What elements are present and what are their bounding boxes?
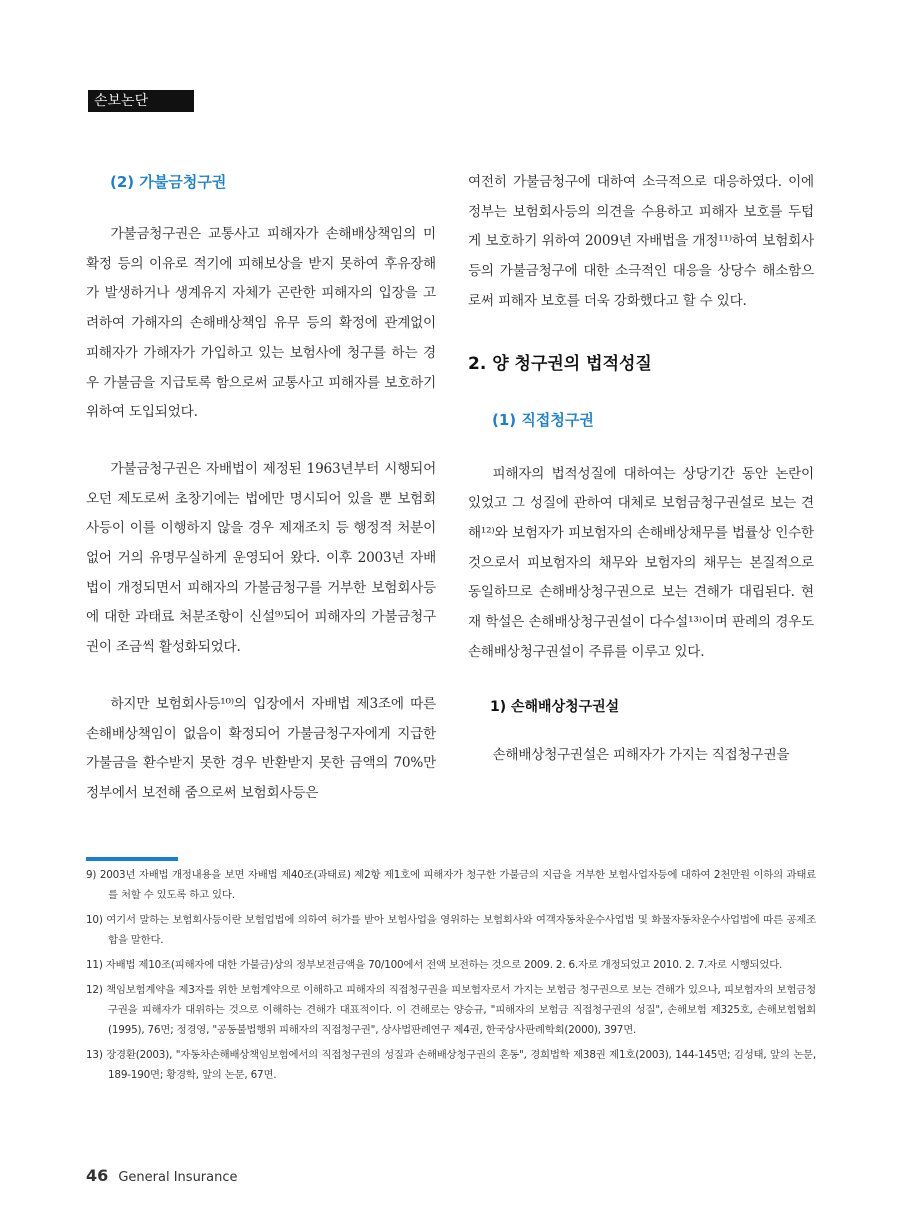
footnote: 10) 여기서 말하는 보험회사등이란 보험업법에 의하여 허가를 받아 보험사업을 영위하는 보험회사와 여객자동차운수사업법 및 화물자동차운수사업법에 따른 공제조합을 말한다. <box>86 914 816 946</box>
footnote: 11) 자배법 제10조(피해자에 대한 가불금)상의 정부보전금액을 70/100에서 전액 보전하는 것으로 2009. 2. 6.자로 개정되었고 2010. 2. 7.자로 시행되었다. <box>86 959 783 971</box>
paragraph: 손해배상청구권설은 피해자가 가지는 직접청구권을 <box>492 747 790 764</box>
footnote: 9) 2003년 자배법 개정내용을 보면 자배법 제40조(과태료) 제2항 제1호에 피해자가 청구한 가불금의 지급을 거부한 보험사업자등에 대하여 2천만원 이하의 과태료를 처할 수 있도록 하고 있다. <box>86 869 816 901</box>
publication-name: General Insurance <box>118 1170 238 1185</box>
paragraph: 여전히 가불금청구에 대하여 소극적으로 대응하였다. 이에 정부는 보험회사등의 의견을 수용하고 피해자 보호를 두텁게 보호하기 위하여 2009년 자배법을 개정¹¹⁾하여 보험회사등의 가불금청구에 대한 소극적인 대응을 상당수 해소함으로써 피해자 보호를 더욱 강화했다고 할 수 있다. <box>468 174 814 309</box>
paragraph: 피해자의 법적성질에 대하여는 상당기간 동안 논란이 있었고 그 성질에 관하여 대체로 보험금청구권설로 보는 견해¹²⁾와 보험자가 피보험자의 손해배상채무를 법률상 인수한 것으로서 피보험자의 채무와 보험자의 채무는 본질적으로 동일하므로 손해배상청구권으로 보는 견해가 대립된다. 현재 학설은 손해배상청구권설이 다수설¹³⁾이며 판례의 경우도 손해배상청구권설이 주류를 이루고 있다. <box>468 465 814 660</box>
footnote-divider <box>86 857 178 861</box>
footnote: 13) 장경환(2003), "자동차손해배상책임보험에서의 직접청구권의 성질과 손해배상청구권의 혼동", 경희법학 제38권 제1호(2003), 144-145면; 김성태, 앞의 논문, 189-190면; 황경학, 앞의 논문, 67면. <box>86 1049 816 1081</box>
item-heading: 1) 손해배상청구권설 <box>490 699 620 716</box>
page-footer <box>86 1166 238 1185</box>
paragraph: 가불금청구권은 교통사고 피해자가 손해배상책임의 미확정 등의 이유로 적기에 피해보상을 받지 못하여 후유장해가 발생하거나 생계유지 자체가 곤란한 피해자의 입장을 고려하여 가해자의 손해배상책임 유무 등의 확정에 관계없이 피해자가 가해자가 가입하고 있는 보험사에 청구를 하는 경우 가불금을 지급토록 함으로써 교통사고 피해자를 보호하기 위하여 도입되었다. <box>86 226 436 421</box>
left-column <box>86 168 436 809</box>
footnote: 12) 책임보험계약을 제3자를 위한 보험계약으로 이해하고 피해자의 직접청구권을 피보험자로서 가지는 보험금 청구권으로 보는 견해가 있으나, 피보험자의 보험금청구권을 피해자가 대위하는 것으로 이해하는 견해가 대표적이다. 이 견해로는 양승규, "피해자의 보험금 직접청구권의 성질", 손해보험 제325호, 손해보험협회(1995), 76면; 정경영, "공동불법행위 피해자의 직접청구권", 상사법판례연구 제4권, 한국상사판례학회(2000), 397면. <box>86 984 816 1036</box>
page-number: 46 <box>86 1166 109 1185</box>
paragraph: 하지만 보험회사등¹⁰⁾의 입장에서 자배법 제3조에 따른 손해배상책임이 없음이 확정되어 가불금청구자에게 지급한 가불금을 환수받지 못한 경우 반환받지 못한 금액의 70%만 정부에서 보전해 줌으로써 보험회사등은 <box>86 695 436 801</box>
section-tag: 손보논단 <box>88 90 194 112</box>
section-heading: 2. 양 청구권의 법적성질 <box>468 353 652 374</box>
subheading-provisional-payment: (2) 가불금청구권 <box>110 173 227 191</box>
paragraph: 가불금청구권은 자배법이 제정된 1963년부터 시행되어 오던 제도로써 초창기에는 법에만 명시되어 있을 뿐 보험회사등이 이를 이행하지 않을 경우 제재조치 등 행정적 처분이 없어 거의 유명무실하게 운영되어 왔다. 이후 2003년 자배법이 개정되면서 피해자의 가불금청구를 거부한 보험회사등에 대한 과태료 처분조항이 신설⁹⁾되어 피해자의 가불금청구권이 조금씩 활성화되었다. <box>86 460 436 656</box>
footnotes <box>86 865 816 1090</box>
subheading-direct-claim: (1) 직접청구권 <box>492 410 594 429</box>
right-column <box>468 168 814 771</box>
